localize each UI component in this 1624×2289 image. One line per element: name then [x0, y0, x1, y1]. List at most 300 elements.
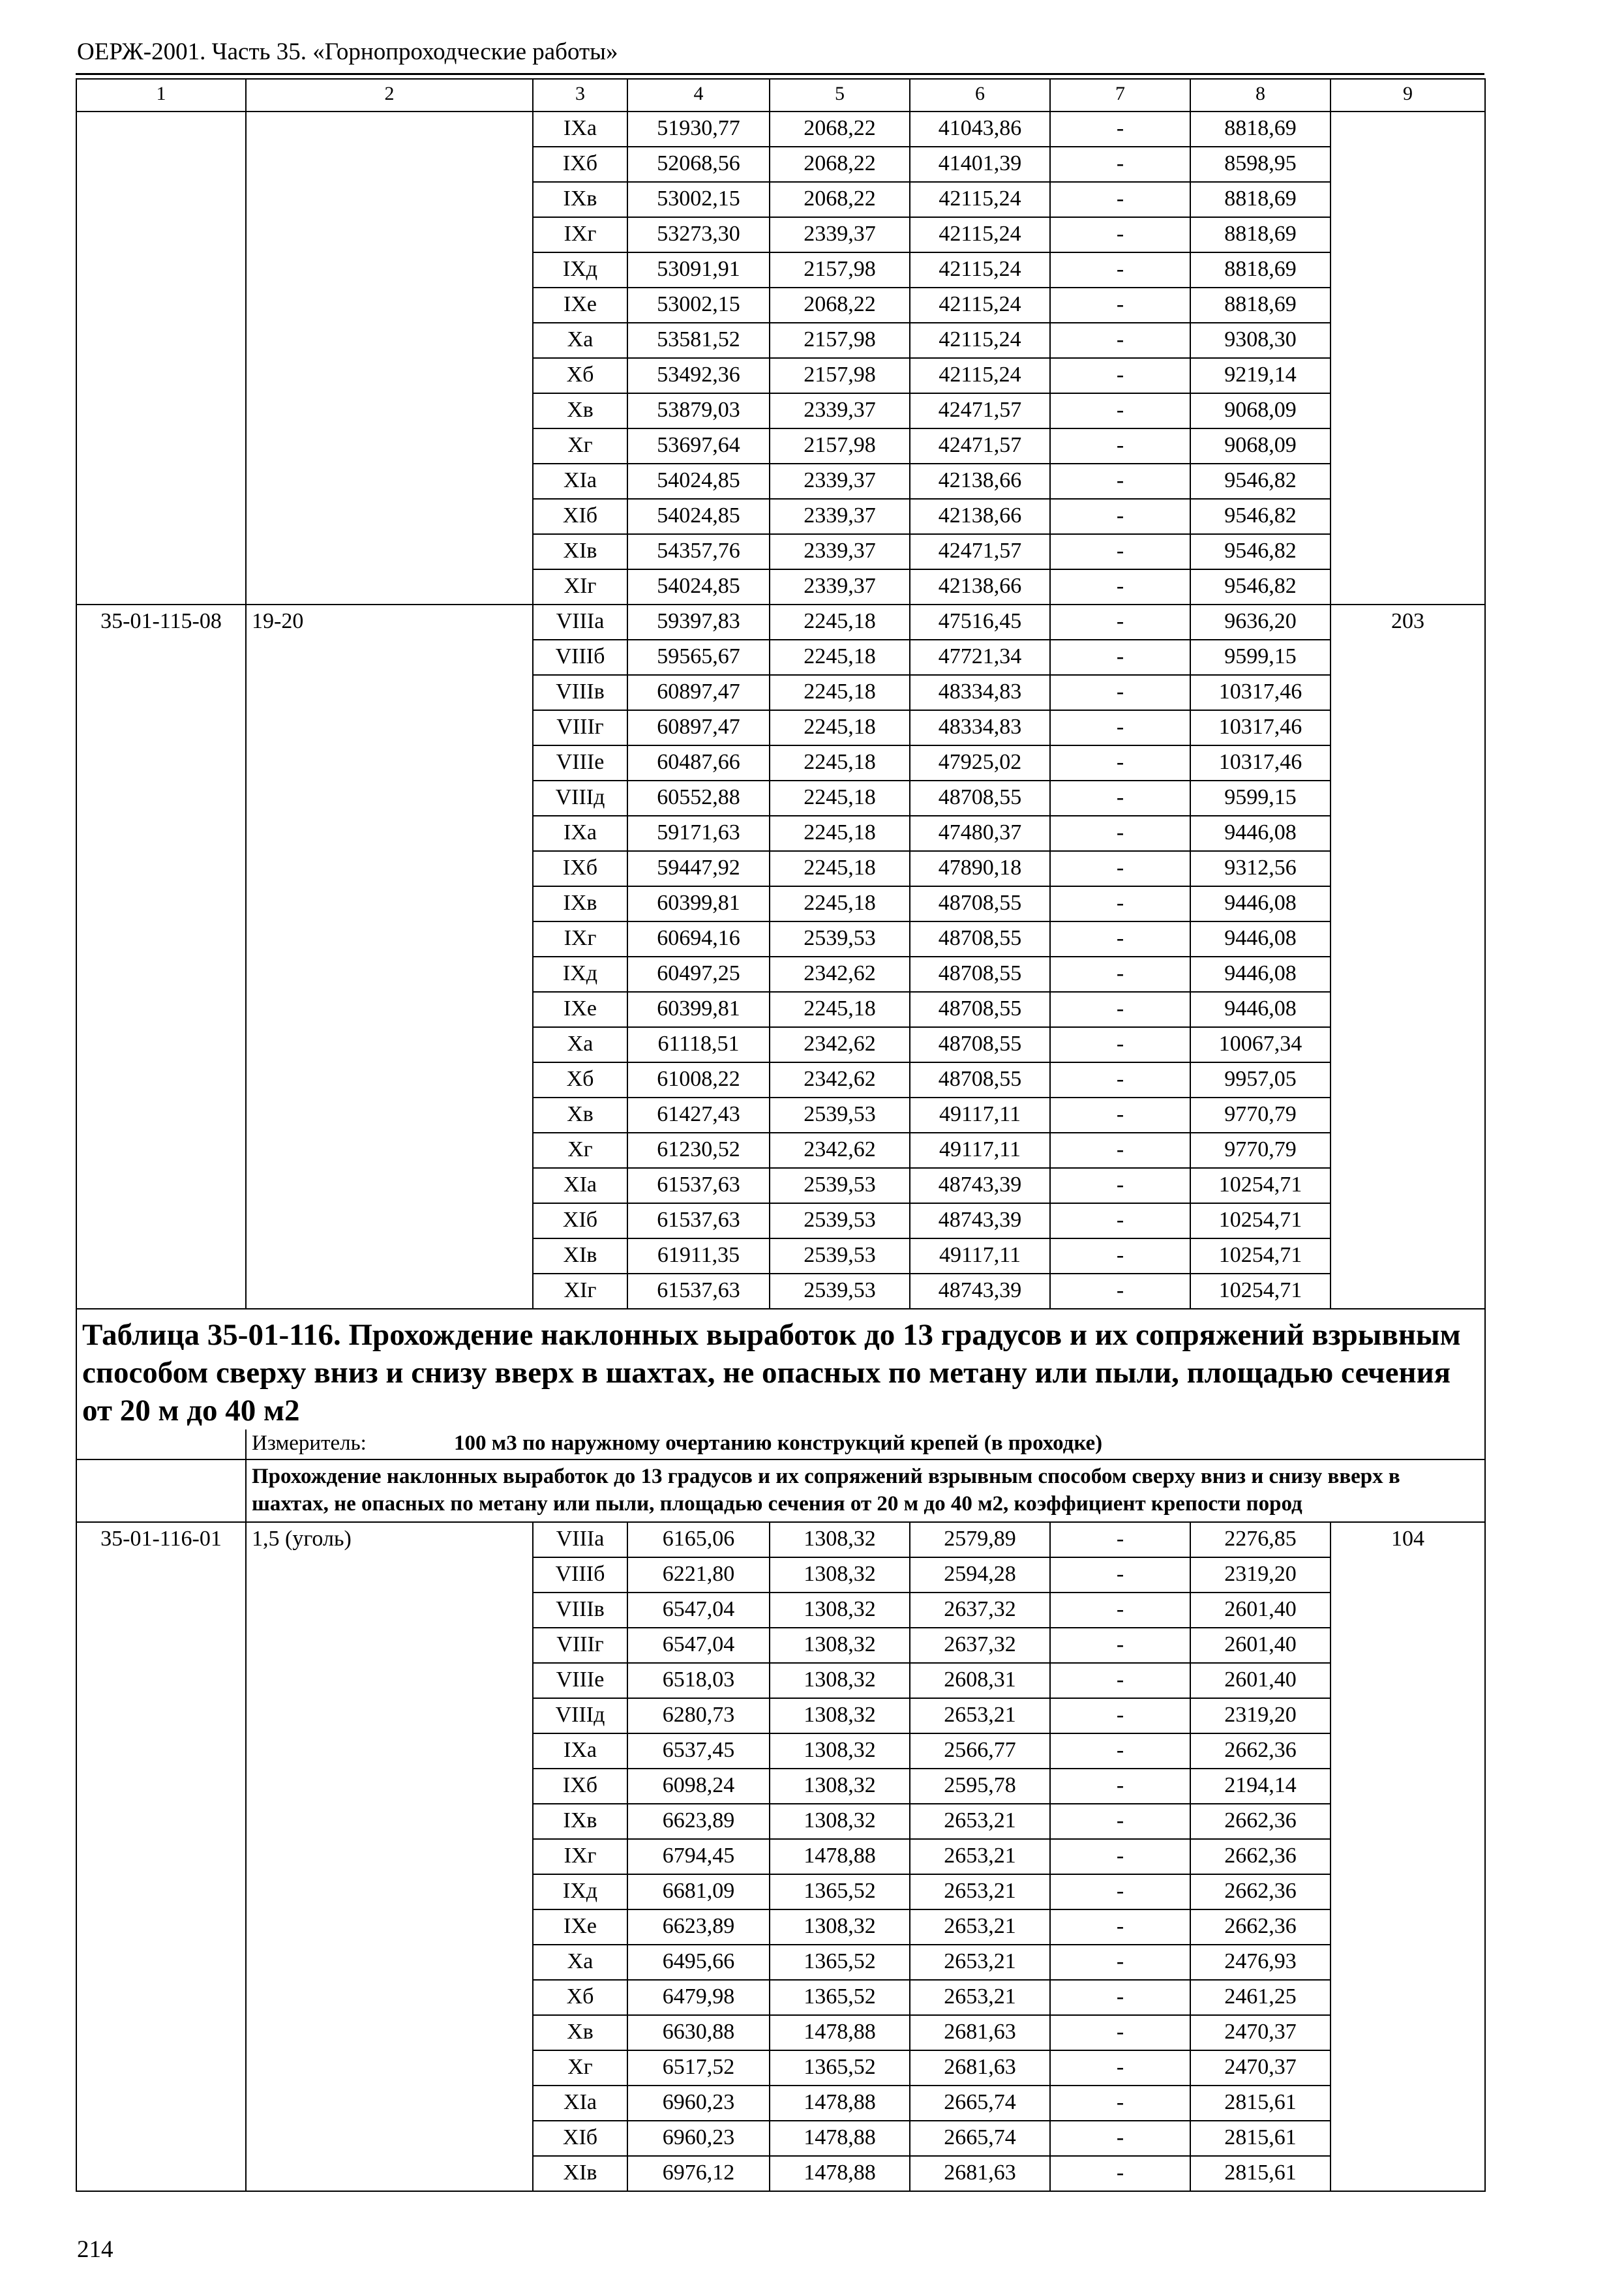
drivers-wages-cell: -	[1050, 1663, 1190, 1698]
wages-cell: 2157,98	[770, 252, 910, 288]
total-cost-cell: 60897,47	[627, 675, 770, 710]
total-cost-cell: 60897,47	[627, 710, 770, 745]
wages-cell: 2068,22	[770, 147, 910, 182]
machines-cell: 42115,24	[910, 252, 1050, 288]
wages-cell: 2245,18	[770, 816, 910, 851]
materials-cell: 9636,20	[1190, 605, 1331, 640]
materials-cell: 2601,40	[1190, 1628, 1331, 1663]
soil-category-cell: VIIIг	[533, 1628, 627, 1663]
materials-cell: 10317,46	[1190, 675, 1331, 710]
machines-cell: 2653,21	[910, 1909, 1050, 1945]
wages-cell: 1308,32	[770, 1557, 910, 1593]
materials-cell: 2601,40	[1190, 1663, 1331, 1698]
soil-category-cell: XIг	[533, 569, 627, 605]
soil-category-cell: VIIIг	[533, 710, 627, 745]
machines-cell: 41401,39	[910, 147, 1050, 182]
materials-cell: 2601,40	[1190, 1593, 1331, 1628]
rate-code-cell	[76, 112, 246, 605]
soil-category-cell: XIб	[533, 499, 627, 534]
wages-cell: 1308,32	[770, 1698, 910, 1733]
soil-category-cell: Xг	[533, 2050, 627, 2086]
machines-cell: 2653,21	[910, 1839, 1050, 1874]
materials-cell: 10254,71	[1190, 1238, 1331, 1274]
wages-cell: 1308,32	[770, 1663, 910, 1698]
measure-row	[76, 1429, 1485, 1459]
total-cost-cell: 51930,77	[627, 112, 770, 147]
drivers-wages-cell: -	[1050, 1593, 1190, 1628]
total-cost-cell: 61537,63	[627, 1203, 770, 1238]
table-title-row	[76, 1309, 1485, 1429]
soil-category-cell: Xг	[533, 428, 627, 464]
machines-cell: 2594,28	[910, 1557, 1050, 1593]
wages-cell: 2339,37	[770, 569, 910, 605]
materials-cell: 9312,56	[1190, 851, 1331, 886]
soil-category-cell: XIг	[533, 1274, 627, 1309]
soil-category-cell: XIв	[533, 2156, 627, 2191]
measure-label: Измеритель:	[252, 1431, 367, 1455]
wages-cell: 1478,88	[770, 2121, 910, 2156]
table-row	[76, 1522, 1485, 1557]
total-cost-cell: 53091,91	[627, 252, 770, 288]
drivers-wages-cell: -	[1050, 2015, 1190, 2050]
materials-cell: 8818,69	[1190, 252, 1331, 288]
soil-category-cell: VIIIа	[533, 1522, 627, 1557]
drivers-wages-cell: -	[1050, 147, 1190, 182]
machines-cell: 48708,55	[910, 781, 1050, 816]
total-cost-cell: 61427,43	[627, 1098, 770, 1133]
drivers-wages-cell: -	[1050, 675, 1190, 710]
materials-cell: 9599,15	[1190, 781, 1331, 816]
total-cost-cell: 6537,45	[627, 1733, 770, 1769]
column-number-row	[76, 79, 1485, 112]
soil-category-cell: XIб	[533, 1203, 627, 1238]
materials-cell: 9546,82	[1190, 569, 1331, 605]
drivers-wages-cell: -	[1050, 851, 1190, 886]
machines-cell: 2566,77	[910, 1733, 1050, 1769]
materials-cell: 2461,25	[1190, 1980, 1331, 2015]
parameter-cell: 1,5 (уголь)	[246, 1522, 533, 2191]
total-cost-cell: 6794,45	[627, 1839, 770, 1874]
wages-cell: 2342,62	[770, 1027, 910, 1062]
materials-cell: 10067,34	[1190, 1027, 1331, 1062]
page-number: 214	[77, 2236, 113, 2263]
soil-category-cell: IXг	[533, 921, 627, 957]
total-cost-cell: 6495,66	[627, 1945, 770, 1980]
machines-cell: 47480,37	[910, 816, 1050, 851]
machines-cell: 48708,55	[910, 1027, 1050, 1062]
column-number: 4	[627, 79, 770, 112]
machines-cell: 42471,57	[910, 393, 1050, 428]
machines-cell: 48708,55	[910, 992, 1050, 1027]
drivers-wages-cell: -	[1050, 534, 1190, 569]
drivers-wages-cell: -	[1050, 112, 1190, 147]
wages-cell: 2068,22	[770, 182, 910, 217]
measure-cell	[246, 1429, 1485, 1459]
soil-category-cell: XIа	[533, 464, 627, 499]
parameter-cell: 19-20	[246, 605, 533, 1309]
drivers-wages-cell: -	[1050, 288, 1190, 323]
soil-category-cell: IXд	[533, 1874, 627, 1909]
wages-cell: 2245,18	[770, 781, 910, 816]
machines-cell: 2579,89	[910, 1522, 1050, 1557]
wages-cell: 2245,18	[770, 640, 910, 675]
drivers-wages-cell: -	[1050, 1733, 1190, 1769]
column-number: 8	[1190, 79, 1331, 112]
wages-cell: 2539,53	[770, 1203, 910, 1238]
column-number: 6	[910, 79, 1050, 112]
soil-category-cell: VIIIа	[533, 605, 627, 640]
machines-cell: 47516,45	[910, 605, 1050, 640]
soil-category-cell: XIа	[533, 1168, 627, 1203]
description-row	[76, 1459, 1485, 1522]
machines-cell: 42471,57	[910, 534, 1050, 569]
soil-category-cell: VIIIб	[533, 640, 627, 675]
wages-cell: 1365,52	[770, 1945, 910, 1980]
materials-cell: 2470,37	[1190, 2050, 1331, 2086]
column-number: 7	[1050, 79, 1190, 112]
machines-cell: 2681,63	[910, 2156, 1050, 2191]
wages-cell: 2245,18	[770, 605, 910, 640]
total-cost-cell: 61118,51	[627, 1027, 770, 1062]
materials-cell: 9546,82	[1190, 499, 1331, 534]
soil-category-cell: XIа	[533, 2086, 627, 2121]
soil-category-cell: Xв	[533, 1098, 627, 1133]
wages-cell: 2245,18	[770, 710, 910, 745]
soil-category-cell: IXг	[533, 1839, 627, 1874]
soil-category-cell: Xв	[533, 393, 627, 428]
table-title: Таблица 35-01-116. Прохождение наклонных выработок до 13 градусов и их сопряжений взрывным способом сверху вниз и снизу вверх в шахтах, не опасных по метану или пыли, площадью сечения от 20 м до 40 м2	[76, 1309, 1485, 1429]
drivers-wages-cell: -	[1050, 182, 1190, 217]
wages-cell: 2245,18	[770, 675, 910, 710]
machines-cell: 42138,66	[910, 569, 1050, 605]
materials-cell: 9446,08	[1190, 816, 1331, 851]
drivers-wages-cell: -	[1050, 499, 1190, 534]
materials-cell: 2662,36	[1190, 1909, 1331, 1945]
rate-code-cell: 35-01-116-01	[76, 1522, 246, 2191]
table-description: Прохождение наклонных выработок до 13 градусов и их сопряжений взрывным способом сверху вниз и снизу вверх в шахтах, не опасных по метану или пыли, площадью сечения от 20 м до 40 м2, коэффициент крепости пород	[246, 1459, 1485, 1522]
wages-cell: 1308,32	[770, 1769, 910, 1804]
drivers-wages-cell: -	[1050, 323, 1190, 358]
drivers-wages-cell: -	[1050, 1238, 1190, 1274]
machines-cell: 42138,66	[910, 464, 1050, 499]
drivers-wages-cell: -	[1050, 640, 1190, 675]
total-cost-cell: 53697,64	[627, 428, 770, 464]
wages-cell: 2245,18	[770, 851, 910, 886]
wages-cell: 1308,32	[770, 1909, 910, 1945]
machines-cell: 2681,63	[910, 2050, 1050, 2086]
machines-cell: 2681,63	[910, 2015, 1050, 2050]
total-cost-cell: 59565,67	[627, 640, 770, 675]
wages-cell: 2068,22	[770, 288, 910, 323]
table-row	[76, 605, 1485, 640]
soil-category-cell: IXв	[533, 1804, 627, 1839]
total-cost-cell: 60497,25	[627, 957, 770, 992]
soil-category-cell: VIIIв	[533, 675, 627, 710]
soil-category-cell: IXг	[533, 217, 627, 252]
wages-cell: 1308,32	[770, 1804, 910, 1839]
soil-category-cell: IXд	[533, 252, 627, 288]
drivers-wages-cell: -	[1050, 1909, 1190, 1945]
materials-cell: 9446,08	[1190, 921, 1331, 957]
machines-cell: 49117,11	[910, 1098, 1050, 1133]
materials-cell: 2815,61	[1190, 2121, 1331, 2156]
materials-cell: 2662,36	[1190, 1839, 1331, 1874]
machines-cell: 48334,83	[910, 710, 1050, 745]
total-cost-cell: 53492,36	[627, 358, 770, 393]
soil-category-cell: IXе	[533, 288, 627, 323]
machines-cell: 42115,24	[910, 358, 1050, 393]
wages-cell: 2157,98	[770, 323, 910, 358]
soil-category-cell: IXа	[533, 816, 627, 851]
total-cost-cell: 6518,03	[627, 1663, 770, 1698]
drivers-wages-cell: -	[1050, 1945, 1190, 1980]
total-cost-cell: 60399,81	[627, 992, 770, 1027]
total-cost-cell: 6630,88	[627, 2015, 770, 2050]
total-cost-cell: 6960,23	[627, 2086, 770, 2121]
machines-cell: 42115,24	[910, 288, 1050, 323]
soil-category-cell: IXа	[533, 1733, 627, 1769]
machines-cell: 48743,39	[910, 1274, 1050, 1309]
machines-cell: 2653,21	[910, 1698, 1050, 1733]
total-cost-cell: 54024,85	[627, 464, 770, 499]
wages-cell: 1365,52	[770, 1874, 910, 1909]
total-cost-cell: 53002,15	[627, 288, 770, 323]
materials-cell: 10317,46	[1190, 745, 1331, 781]
total-cost-cell: 60694,16	[627, 921, 770, 957]
drivers-wages-cell: -	[1050, 1168, 1190, 1203]
wages-cell: 2342,62	[770, 1062, 910, 1098]
total-cost-cell: 6976,12	[627, 2156, 770, 2191]
wages-cell: 2342,62	[770, 1133, 910, 1168]
machines-cell: 2665,74	[910, 2121, 1050, 2156]
machines-cell: 42138,66	[910, 499, 1050, 534]
materials-cell: 2815,61	[1190, 2156, 1331, 2191]
total-cost-cell: 61008,22	[627, 1062, 770, 1098]
wages-cell: 1365,52	[770, 2050, 910, 2086]
drivers-wages-cell: -	[1050, 1274, 1190, 1309]
soil-category-cell: XIв	[533, 1238, 627, 1274]
machines-cell: 42115,24	[910, 217, 1050, 252]
rates-table-body	[76, 79, 1485, 2191]
wages-cell: 2245,18	[770, 745, 910, 781]
machines-cell: 2608,31	[910, 1663, 1050, 1698]
machines-cell: 47721,34	[910, 640, 1050, 675]
column-number: 3	[533, 79, 627, 112]
wages-cell: 2245,18	[770, 886, 910, 921]
drivers-wages-cell: -	[1050, 358, 1190, 393]
drivers-wages-cell: -	[1050, 957, 1190, 992]
total-cost-cell: 6681,09	[627, 1874, 770, 1909]
measure-blank	[76, 1429, 246, 1459]
total-cost-cell: 6479,98	[627, 1980, 770, 2015]
materials-cell: 9770,79	[1190, 1133, 1331, 1168]
materials-cell: 2662,36	[1190, 1874, 1331, 1909]
soil-category-cell: Xв	[533, 2015, 627, 2050]
drivers-wages-cell: -	[1050, 886, 1190, 921]
machines-cell: 42115,24	[910, 182, 1050, 217]
materials-cell: 2662,36	[1190, 1804, 1331, 1839]
machines-cell: 48708,55	[910, 1062, 1050, 1098]
drivers-wages-cell: -	[1050, 1980, 1190, 2015]
wages-cell: 1478,88	[770, 2015, 910, 2050]
wages-cell: 2157,98	[770, 428, 910, 464]
drivers-wages-cell: -	[1050, 992, 1190, 1027]
drivers-wages-cell: -	[1050, 1027, 1190, 1062]
soil-category-cell: Xб	[533, 358, 627, 393]
soil-category-cell: Xа	[533, 1945, 627, 1980]
materials-cell: 9446,08	[1190, 957, 1331, 992]
total-cost-cell: 6221,80	[627, 1557, 770, 1593]
machines-cell: 47925,02	[910, 745, 1050, 781]
machines-cell: 42471,57	[910, 428, 1050, 464]
labor-cost-cell: 203	[1331, 605, 1485, 1309]
total-cost-cell: 61230,52	[627, 1133, 770, 1168]
total-cost-cell: 6547,04	[627, 1628, 770, 1663]
total-cost-cell: 59171,63	[627, 816, 770, 851]
wages-cell: 1365,52	[770, 1980, 910, 2015]
materials-cell: 2194,14	[1190, 1769, 1331, 1804]
drivers-wages-cell: -	[1050, 1698, 1190, 1733]
drivers-wages-cell: -	[1050, 217, 1190, 252]
measure-text: 100 м3 по наружному очертанию конструкций крепей (в проходке)	[454, 1431, 1103, 1455]
materials-cell: 9446,08	[1190, 992, 1331, 1027]
soil-category-cell: Xа	[533, 1027, 627, 1062]
soil-category-cell: IXа	[533, 112, 627, 147]
machines-cell: 49117,11	[910, 1238, 1050, 1274]
machines-cell: 41043,86	[910, 112, 1050, 147]
drivers-wages-cell: -	[1050, 816, 1190, 851]
total-cost-cell: 6623,89	[627, 1909, 770, 1945]
drivers-wages-cell: -	[1050, 464, 1190, 499]
parameter-cell	[246, 112, 533, 605]
wages-cell: 2539,53	[770, 1168, 910, 1203]
drivers-wages-cell: -	[1050, 428, 1190, 464]
materials-cell: 9446,08	[1190, 886, 1331, 921]
materials-cell: 9599,15	[1190, 640, 1331, 675]
machines-cell: 47890,18	[910, 851, 1050, 886]
materials-cell: 8818,69	[1190, 112, 1331, 147]
drivers-wages-cell: -	[1050, 1522, 1190, 1557]
total-cost-cell: 59447,92	[627, 851, 770, 886]
total-cost-cell: 60399,81	[627, 886, 770, 921]
column-number: 2	[246, 79, 533, 112]
total-cost-cell: 53002,15	[627, 182, 770, 217]
column-number: 9	[1331, 79, 1485, 112]
materials-cell: 10254,71	[1190, 1203, 1331, 1238]
wages-cell: 1308,32	[770, 1733, 910, 1769]
soil-category-cell: VIIIд	[533, 1698, 627, 1733]
materials-cell: 10317,46	[1190, 710, 1331, 745]
soil-category-cell: Xг	[533, 1133, 627, 1168]
soil-category-cell: Xб	[533, 1980, 627, 2015]
soil-category-cell: Xа	[533, 323, 627, 358]
soil-category-cell: IXв	[533, 182, 627, 217]
machines-cell: 2653,21	[910, 1804, 1050, 1839]
machines-cell: 2595,78	[910, 1769, 1050, 1804]
drivers-wages-cell: -	[1050, 1062, 1190, 1098]
soil-category-cell: VIIIд	[533, 781, 627, 816]
labor-cost-cell	[1331, 112, 1485, 605]
wages-cell: 2068,22	[770, 112, 910, 147]
total-cost-cell: 6960,23	[627, 2121, 770, 2156]
drivers-wages-cell: -	[1050, 1874, 1190, 1909]
labor-cost-cell: 104	[1331, 1522, 1485, 2191]
drivers-wages-cell: -	[1050, 921, 1190, 957]
total-cost-cell: 6098,24	[627, 1769, 770, 1804]
wages-cell: 2339,37	[770, 393, 910, 428]
materials-cell: 10254,71	[1190, 1168, 1331, 1203]
materials-cell: 2319,20	[1190, 1557, 1331, 1593]
machines-cell: 42115,24	[910, 323, 1050, 358]
drivers-wages-cell: -	[1050, 1769, 1190, 1804]
machines-cell: 48334,83	[910, 675, 1050, 710]
wages-cell: 2339,37	[770, 464, 910, 499]
description-blank	[76, 1459, 246, 1522]
machines-cell: 2653,21	[910, 1874, 1050, 1909]
soil-category-cell: IXе	[533, 1909, 627, 1945]
machines-cell: 48708,55	[910, 921, 1050, 957]
soil-category-cell: XIб	[533, 2121, 627, 2156]
soil-category-cell: IXе	[533, 992, 627, 1027]
wages-cell: 1308,32	[770, 1628, 910, 1663]
drivers-wages-cell: -	[1050, 2121, 1190, 2156]
total-cost-cell: 54024,85	[627, 569, 770, 605]
materials-cell: 10254,71	[1190, 1274, 1331, 1309]
column-number: 1	[76, 79, 246, 112]
total-cost-cell: 53273,30	[627, 217, 770, 252]
total-cost-cell: 53879,03	[627, 393, 770, 428]
materials-cell: 2319,20	[1190, 1698, 1331, 1733]
drivers-wages-cell: -	[1050, 2050, 1190, 2086]
column-number: 5	[770, 79, 910, 112]
wages-cell: 2157,98	[770, 358, 910, 393]
rates-table	[76, 78, 1486, 2192]
drivers-wages-cell: -	[1050, 252, 1190, 288]
header-rule	[76, 73, 1484, 75]
drivers-wages-cell: -	[1050, 1098, 1190, 1133]
soil-category-cell: VIIIе	[533, 1663, 627, 1698]
machines-cell: 2653,21	[910, 1980, 1050, 2015]
drivers-wages-cell: -	[1050, 1804, 1190, 1839]
soil-category-cell: Xб	[533, 1062, 627, 1098]
drivers-wages-cell: -	[1050, 1203, 1190, 1238]
materials-cell: 8818,69	[1190, 288, 1331, 323]
soil-category-cell: VIIIе	[533, 745, 627, 781]
wages-cell: 2539,53	[770, 1238, 910, 1274]
drivers-wages-cell: -	[1050, 1557, 1190, 1593]
machines-cell: 49117,11	[910, 1133, 1050, 1168]
machines-cell: 48708,55	[910, 886, 1050, 921]
materials-cell: 2276,85	[1190, 1522, 1331, 1557]
table-row	[76, 112, 1485, 147]
materials-cell: 2815,61	[1190, 2086, 1331, 2121]
materials-cell: 2470,37	[1190, 2015, 1331, 2050]
drivers-wages-cell: -	[1050, 1628, 1190, 1663]
machines-cell: 48743,39	[910, 1168, 1050, 1203]
drivers-wages-cell: -	[1050, 781, 1190, 816]
total-cost-cell: 60552,88	[627, 781, 770, 816]
wages-cell: 1478,88	[770, 2086, 910, 2121]
wages-cell: 1478,88	[770, 2156, 910, 2191]
soil-category-cell: IXб	[533, 1769, 627, 1804]
soil-category-cell: XIв	[533, 534, 627, 569]
materials-cell: 9770,79	[1190, 1098, 1331, 1133]
total-cost-cell: 54024,85	[627, 499, 770, 534]
total-cost-cell: 6517,52	[627, 2050, 770, 2086]
machines-cell: 48708,55	[910, 957, 1050, 992]
total-cost-cell: 61911,35	[627, 1238, 770, 1274]
drivers-wages-cell: -	[1050, 569, 1190, 605]
